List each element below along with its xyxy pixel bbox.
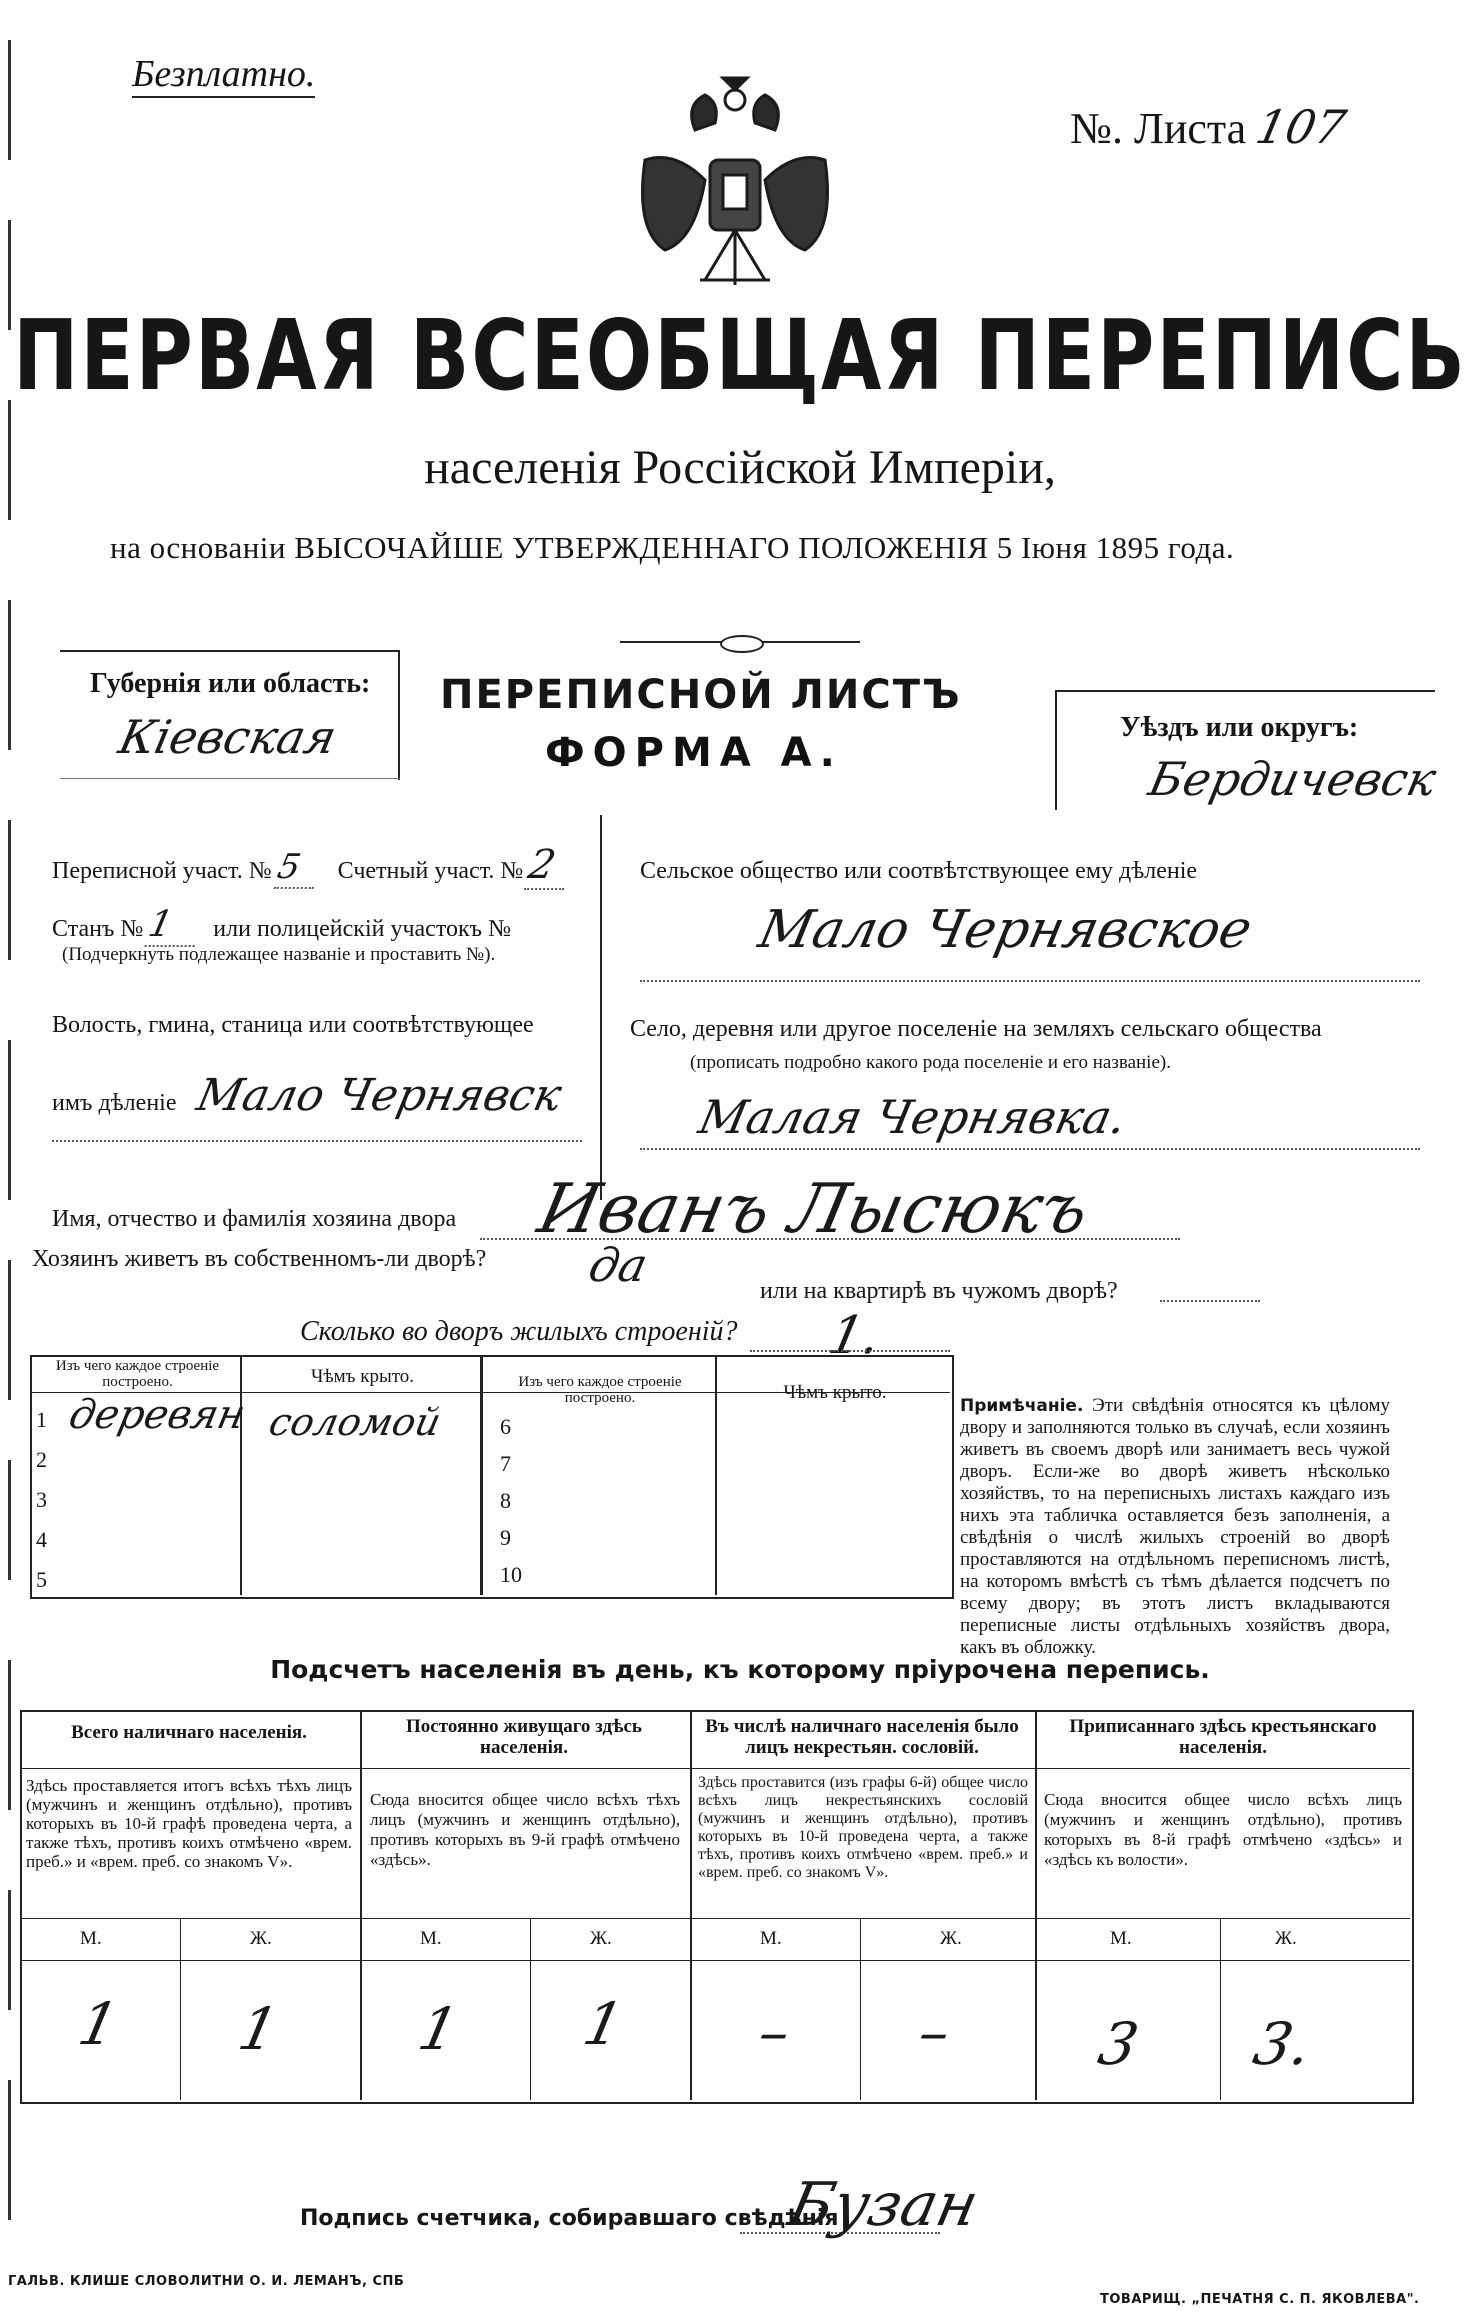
volost-value: Мало Чернявск bbox=[193, 1070, 567, 1121]
signature-value: Бузан bbox=[782, 2170, 985, 2240]
count-col1-header: Всего наличнаго населенія. bbox=[71, 1722, 307, 1743]
ornament-divider bbox=[620, 635, 860, 649]
stan-row bbox=[52, 904, 511, 947]
village-blank-line bbox=[640, 1148, 1420, 1150]
census-district-label: Переписной участ. № bbox=[52, 858, 272, 884]
table-row: 10 bbox=[500, 1562, 522, 1587]
society-label: Сельское общество или соотвѣтствующее ему дѣленіе bbox=[640, 858, 1198, 884]
sheet-label: №. Листа bbox=[1070, 104, 1247, 153]
village-value: Малая Чернявка. bbox=[694, 1090, 1132, 1144]
right-row-numbers bbox=[500, 1408, 522, 1593]
row1-material: деревян bbox=[65, 1392, 250, 1438]
row1-roof: соломой bbox=[265, 1400, 445, 1444]
count-col3-header: Въ числѣ наличнаго населенія было лицъ некрестьян. сословій. bbox=[705, 1716, 1019, 1758]
underline-note: (Подчеркнуть подлежащее названіе и проставить №). bbox=[62, 944, 496, 965]
table-row: 5 bbox=[36, 1567, 47, 1592]
double-headed-eagle-emblem bbox=[625, 70, 845, 300]
own-yard-value: да bbox=[584, 1238, 653, 1292]
table-row: 3 bbox=[36, 1487, 47, 1512]
society-value: Мало Чернявское bbox=[753, 900, 1258, 960]
col4-f-value: 3. bbox=[1247, 2010, 1318, 2078]
col4-m-label: М. bbox=[1110, 1928, 1132, 1949]
uezd-value: Бердичевск bbox=[1144, 752, 1441, 806]
count-district-number: 2 bbox=[524, 842, 574, 890]
signature-label: Подпись счетчика, собиравшаго свѣдѣнія bbox=[300, 2206, 839, 2231]
col1-f-value: 1 bbox=[232, 1995, 285, 2063]
table-row: 6 bbox=[500, 1414, 511, 1439]
guberniya-label: Губернія или область: bbox=[90, 668, 371, 699]
col-roof-left: Чѣмъ крыто. bbox=[310, 1366, 415, 1387]
stan-label: Станъ № bbox=[52, 916, 144, 942]
col1-f-label: Ж. bbox=[250, 1928, 272, 1949]
own-yard-label: Хозяинъ живетъ въ собственномъ-ли дворѣ? bbox=[32, 1246, 487, 1272]
sheet-number: 107 bbox=[1251, 100, 1351, 154]
form-name: ФОРМА А. bbox=[545, 730, 843, 776]
note-title: Примѣчаніе. bbox=[960, 1396, 1084, 1416]
basis-line: на основаніи ВЫСОЧАЙШЕ УТВЕРЖДЕННАГО ПОЛОЖЕНІЯ 5 Іюня 1895 года. bbox=[110, 530, 1235, 565]
census-district-row bbox=[52, 842, 569, 890]
count-col2-header: Постоянно живущаго здѣсь населенія. bbox=[406, 1716, 642, 1758]
col-material-right: Изъ чего каждое строеніе построено. bbox=[518, 1374, 682, 1406]
printer-left: ГАЛЬВ. КЛИШЕ СЛОВОЛИТНИ О. И. ЛЕМАНЪ, СПБ bbox=[8, 2274, 405, 2289]
free-label: Безплатно. bbox=[132, 52, 315, 98]
uezd-label: Уѣздъ или округъ: bbox=[1120, 712, 1359, 743]
count-district-label: Счетный участ. № bbox=[337, 858, 524, 884]
count-col2-desc: Сюда вносится общее число всѣхъ тѣхъ лицъ (мужчинъ и женщинъ отдѣльно), противъ которыхъ въ 9-й графѣ отмѣчено «здѣсь». bbox=[370, 1790, 680, 1869]
village-label: Село, деревня или другое поселеніе на земляхъ сельскаго общества bbox=[630, 1016, 1322, 1042]
col3-m-value: – bbox=[752, 1998, 797, 2066]
guberniya-value: Кіевская bbox=[114, 710, 342, 764]
col2-f-value: 1 bbox=[577, 1990, 630, 2058]
col-roof-right: Чѣмъ крыто. bbox=[783, 1382, 887, 1403]
table-row: 1 bbox=[36, 1407, 47, 1432]
police-label: или полицейскій участокъ № bbox=[213, 916, 511, 942]
table-row: 8 bbox=[500, 1488, 511, 1513]
col2-m-label: М. bbox=[420, 1928, 442, 1949]
col2-m-value: 1 bbox=[412, 1995, 465, 2063]
volost-blank-line bbox=[52, 1140, 582, 1142]
buildings-value: 1. bbox=[823, 1306, 887, 1366]
col4-f-label: Ж. bbox=[1275, 1928, 1297, 1949]
col1-m-value: 1 bbox=[72, 1990, 125, 2058]
village-note: (прописать подробно какого рода поселеніе и его названіе). bbox=[690, 1052, 1171, 1073]
col-material-left: Изъ чего каждое строеніе построено. bbox=[55, 1358, 220, 1390]
table-row: 7 bbox=[500, 1451, 511, 1476]
count-table bbox=[20, 1710, 1414, 2104]
rent-value bbox=[1160, 1300, 1260, 1302]
list-title: ПЕРЕПИСНОЙ ЛИСТЪ bbox=[440, 672, 962, 718]
printer-right: ТОВАРИЩ. „ПЕЧАТНЯ С. П. ЯКОВЛЕВА". bbox=[1100, 2292, 1420, 2307]
owner-name-value: Иванъ Лысюкъ bbox=[531, 1170, 1096, 1249]
owner-name-line bbox=[480, 1238, 1180, 1240]
count-title: Подсчетъ населенія въ день, къ которому пріурочена перепись. bbox=[270, 1655, 1210, 1684]
table-row: 2 bbox=[36, 1447, 47, 1472]
buildings-label: Сколько во дворъ жилыхъ строеній? bbox=[300, 1316, 738, 1347]
count-col4-header: Приписаннаго здѣсь крестьянскаго населенія. bbox=[1069, 1716, 1377, 1758]
owner-name-label: Имя, отчество и фамилія хозяина двора bbox=[52, 1206, 457, 1232]
note-text: Эти свѣдѣнія относятся къ цѣлому двору и заполняются только въ случаѣ, если хозяинъ живетъ въ своемъ дворѣ или занимаетъ весь чужой дворъ. Если-же во дворѣ живетъ нѣсколько хозяйствъ, то на переписныхъ листахъ каждаго изъ нихъ эта табличка оставляется безъ заполненія, а свѣдѣнія о числѣ жилыхъ строеній во дворѣ проставляются на отдѣльномъ переписномъ листѣ, на которомъ вмѣстѣ съ тѣмъ дѣлается подсчетъ по всему двору; въ этотъ листъ вкладываются переписные листы отдѣльныхъ хозяйствъ двора, какъ въ обложку. bbox=[960, 1395, 1390, 1658]
col1-m-label: М. bbox=[80, 1928, 102, 1949]
buildings-line bbox=[750, 1350, 950, 1352]
table-row: 4 bbox=[36, 1527, 47, 1552]
col4-m-value: 3 bbox=[1092, 2010, 1145, 2078]
volost-label-1: Волость, гмина, станица или соотвѣтствующее bbox=[52, 1012, 534, 1038]
page-subtitle: населенія Россійской Имперіи, bbox=[424, 441, 1056, 494]
sheet-number-field bbox=[1070, 100, 1351, 154]
society-blank-line bbox=[640, 980, 1420, 982]
col3-f-label: Ж. bbox=[940, 1928, 962, 1949]
note-block bbox=[960, 1395, 1390, 1659]
stan-number: 1 bbox=[145, 904, 204, 947]
census-district-number: 5 bbox=[273, 847, 322, 889]
left-row-numbers bbox=[36, 1400, 47, 1600]
col3-f-value: – bbox=[912, 1998, 957, 2066]
count-col4-desc: Сюда вносится общее число всѣхъ лицъ (мужчинъ и женщинъ отдѣльно), противъ которыхъ въ 8-й графѣ отмѣчено «здѣсь» и «здѣсь къ волости». bbox=[1044, 1790, 1402, 1869]
table-row: 9 bbox=[500, 1525, 511, 1550]
col2-f-label: Ж. bbox=[590, 1928, 612, 1949]
volost-label-2: имъ дѣленіе bbox=[52, 1090, 177, 1116]
count-col1-desc: Здѣсь проставляется итогъ всѣхъ тѣхъ лицъ (мужчинъ и женщинъ отдѣльно), противъ которыхъ въ 10-й графѣ проведена черта, а также тѣхъ, противъ коихъ отмѣчено «врем. преб.» и «врем. преб. со знакомъ V». bbox=[26, 1776, 352, 1871]
count-col3-desc: Здѣсь проставится (изъ графы 6-й) общее число всѣхъ лицъ некрестьянскихъ сословій (мужчинъ и женщинъ отдѣльно), противъ которыхъ въ 10-й проведена черта, а также тѣхъ, противъ коихъ отмѣчено «врем. преб.» и «врем. преб. со знакомъ V». bbox=[698, 1774, 1028, 1881]
rent-label: или на квартирѣ въ чужомъ дворѣ? bbox=[760, 1278, 1118, 1304]
col3-m-label: М. bbox=[760, 1928, 782, 1949]
page-title: ПЕРВАЯ ВСЕОБЩАЯ ПЕРЕПИСЬ bbox=[13, 300, 1467, 413]
volost-row bbox=[52, 1070, 567, 1121]
